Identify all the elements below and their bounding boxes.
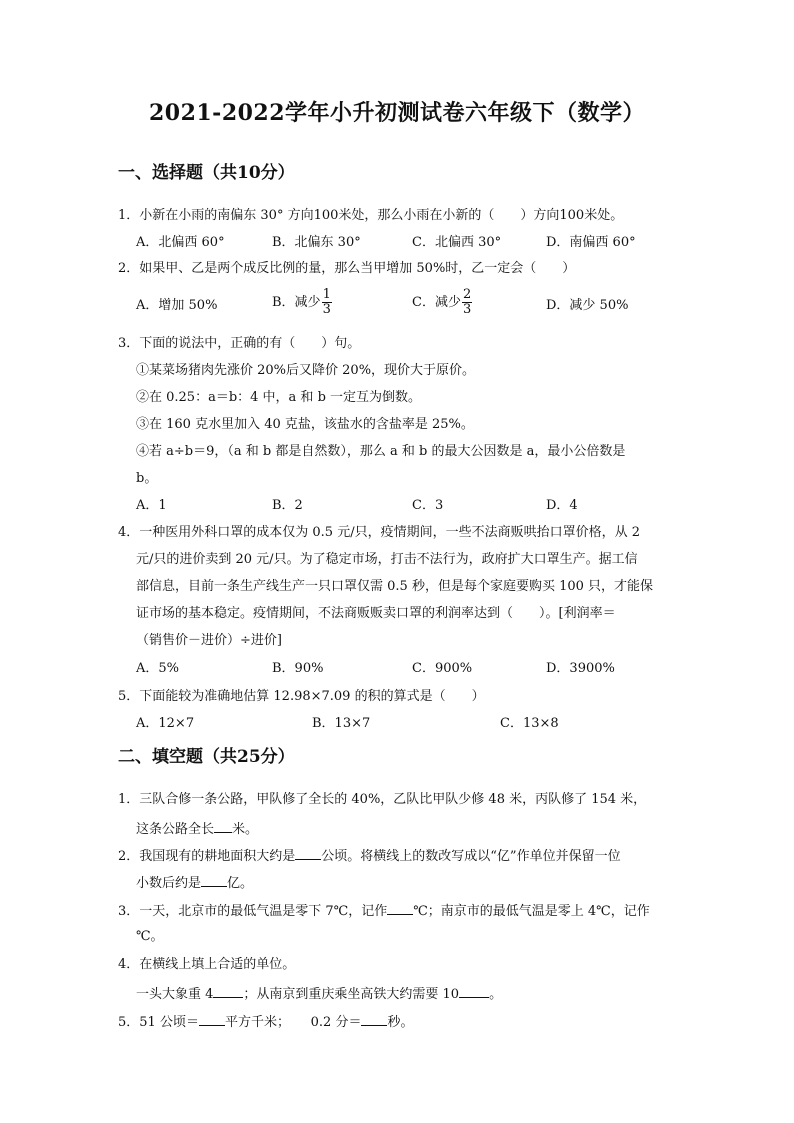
q1-option-b: B．北偏东 30° [272,235,361,250]
q3-statement-2: ②在 0.25：a＝b：4 中，a 和 b 一定互为倒数。 [136,390,422,405]
section-heading-choice: 一、选择题（共10分） [118,163,295,183]
page-title: 2021-2022学年小升初测试卷六年级下（数学） [148,100,646,126]
fill-question-5: 5．51 公顷＝ 平方千米； 0.2 分＝ 秒。 [118,1011,413,1033]
q2-option-d: D．减少 50% [546,298,629,313]
q4-option-a: A．5% [136,661,180,676]
q4-option-c: C．900% [412,661,473,676]
q5-option-b: B．13×7 [312,716,371,731]
q3-statement-4: ④若 a÷b＝9，（a 和 b 都是自然数），那么 a 和 b 的最大公因数是 a，最小公倍数是 [136,444,626,459]
q4-option-b: B．90% [272,661,324,676]
question-4-line-3: 部信息，目前一条生产线生产一只口罩仅需 0.5 秒，但是每个家庭要购买 100 只，才能保 [136,579,654,594]
question-4-line-1: 4．一种医用外科口罩的成本仅为 0.5 元/只，疫情期间，一些不法商贩哄抬口罩价格，从 2 [118,525,640,540]
fill-question-2-line-2: 小数后约是 亿。 [136,872,253,894]
q1-option-d: D．南偏西 60° [546,235,636,250]
q2-option-b-label: B．减少 [272,295,321,310]
fill-question-4-line-1: 4．在横线上填上合适的单位。 [118,957,296,972]
q3-option-a: A．1 [136,498,167,513]
fill-question-4-line-2: 一头大象重 4 ；从南京到重庆乘坐高铁大约需要 10 。 [136,983,502,1005]
question-3-text: 3．下面的说法中，正确的有（ ）句。 [118,336,361,351]
answer-blank[interactable] [295,845,321,860]
q5-option-a: A．12×7 [136,716,195,731]
q3-option-b: B．2 [272,498,303,513]
q2-option-c [412,288,472,317]
answer-blank[interactable] [199,1011,225,1026]
q3-statement-4-cont: b。 [136,471,158,486]
question-5-text: 5．下面能较为准确地估算 12.98×7.09 的积的算式是（ ） [118,689,485,704]
fill-question-1-line-2: 这条公路全长 米。 [136,818,258,840]
question-4-line-4: 证市场的基本稳定。疫情期间，不法商贩贩卖口罩的利润率达到（ ）。[利润率＝ [136,606,616,621]
answer-blank[interactable] [361,1011,387,1026]
answer-blank[interactable] [213,983,243,998]
fill-question-3-line-2: ℃。 [136,929,164,944]
fill-question-1-line-1: 1．三队合修一条公路，甲队修了全长的 40%，乙队比甲队少修 48 米，丙队修了 154 米， [118,792,647,807]
question-2-text: 2．如果甲、乙是两个成反比例的量，那么当甲增加 50%时，乙一定会（ ） [118,261,576,276]
question-4-line-2: 元/只的进价卖到 20 元/只。为了稳定市场，打击不法行为，政府扩大口罩生产。据工信 [136,552,638,567]
section-heading-fill: 二、填空题（共25分） [118,747,295,767]
answer-blank[interactable] [387,900,413,915]
question-4-line-5: （销售价－进价）÷进价] [136,633,282,648]
q1-option-c: C．北偏西 30° [412,235,502,250]
answer-blank[interactable] [201,872,227,887]
fill-question-2-line-1: 2．我国现有的耕地面积大约是 公顷。将横线上的数改写成以“亿”作单位并保留一位 [118,845,621,867]
answer-blank[interactable] [459,983,489,998]
q4-option-d: D．3900% [546,661,615,676]
q3-statement-3: ③在 160 克水里加入 40 克盐，该盐水的含盐率是 25%。 [136,417,474,432]
q2-option-c-label: C．减少 [412,295,461,310]
q2-option-a: A．增加 50% [136,298,218,313]
fraction-two-thirds: $\frac{2}{3}$ [462,287,472,317]
q1-option-a: A．北偏西 60° [136,235,225,250]
q3-option-d: D．4 [546,498,578,513]
fraction-one-third: $\frac{1}{3}$ [322,287,331,317]
q3-statement-1: ①某菜场猪肉先涨价 20%后又降价 20%，现价大于原价。 [136,363,476,378]
q2-option-b [272,288,332,317]
answer-blank[interactable] [214,818,232,833]
question-1-text: 1．小新在小雨的南偏东 30° 方向100米处，那么小雨在小新的（ ）方向100米处。 [118,208,624,223]
q3-option-c: C．3 [412,498,444,513]
q5-option-c: C．13×8 [500,716,559,731]
fill-question-3-line-1: 3．一天，北京市的最低气温是零下 7℃，记作 ℃；南京市的最低气温是零上 4℃，记作 [118,900,650,922]
